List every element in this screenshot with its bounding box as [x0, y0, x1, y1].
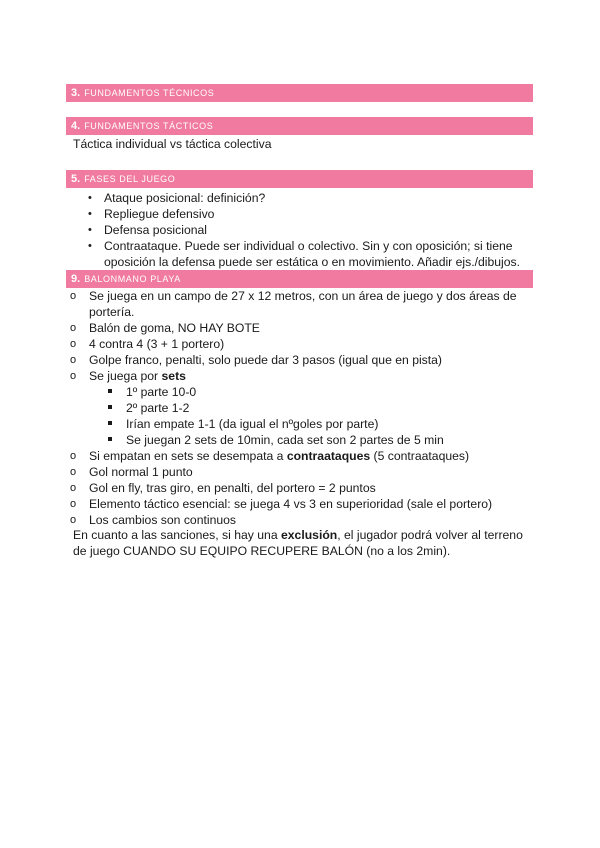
sub-list-item-text: Irían empate 1-1 (da igual el nºgoles por parte)	[126, 417, 379, 431]
section-9-title: BALONMANO PLAYA	[84, 274, 181, 284]
list-item-text: oposición la defensa puede ser estática o en movimiento. Añadir ejs./dibujos.	[104, 255, 520, 269]
bullet-marker: •	[88, 192, 92, 204]
list-item-text: Contraataque. Puede ser individual o colectivo. Sin y con oposición; si tiene	[104, 239, 513, 253]
section-4-title: FUNDAMENTOS TÁCTICOS	[84, 121, 214, 131]
text-run: (5 contraataques)	[370, 449, 470, 463]
section-9-number: 9.	[71, 273, 81, 285]
bullet-marker: •	[88, 224, 92, 236]
sub-list-item-text: 1º parte 10-0	[126, 385, 197, 399]
text-run: En cuanto a las sanciones, si hay una	[73, 528, 281, 542]
list-item-text: 4 contra 4 (3 + 1 portero)	[89, 337, 225, 351]
bullet-marker: •	[88, 240, 92, 252]
bullet-marker: •	[88, 208, 92, 220]
sub-list-item-text: 2º parte 1-2	[126, 401, 190, 415]
text-run: Se juega por	[89, 369, 162, 383]
circle-marker: o	[70, 322, 77, 334]
circle-marker: o	[70, 482, 77, 494]
circle-marker: o	[70, 450, 77, 462]
circle-marker: o	[70, 466, 77, 478]
text-run: , el jugador podrá volver al terreno	[337, 528, 523, 542]
closing-paragraph-line-1	[73, 527, 523, 543]
list-item-text: Golpe franco, penalti, solo puede dar 3 pasos (igual que en pista)	[89, 353, 442, 367]
list-item-text	[89, 448, 469, 464]
sub-list-item-text: Se juegan 2 sets de 10min, cada set son 2 partes de 5 min	[126, 433, 444, 447]
list-item-text	[89, 368, 186, 384]
square-bullet-icon	[108, 421, 112, 425]
section-4-body: Táctica individual vs táctica colectiva	[73, 137, 272, 151]
list-item-text: Repliegue defensivo	[104, 207, 215, 221]
section-5-number: 5.	[71, 173, 81, 185]
bold-text: contraataques	[286, 449, 371, 463]
list-item-text: Los cambios son continuos	[89, 513, 237, 527]
section-5-title: FASES DEL JUEGO	[84, 174, 176, 184]
square-bullet-icon	[108, 437, 112, 441]
list-item-text: Ataque posicional: definición?	[104, 191, 266, 205]
section-4-number: 4.	[71, 120, 81, 132]
list-item-text: Elemento táctico esencial: se juega 4 vs 3 en superioridad (sale el portero)	[89, 497, 493, 511]
section-4-header	[66, 117, 533, 135]
list-item-text: Se juega en un campo de 27 x 12 metros, con un área de juego y dos áreas de	[89, 289, 517, 303]
bold-text: sets	[161, 369, 186, 383]
section-3-header	[66, 84, 533, 102]
square-bullet-icon	[108, 389, 112, 393]
circle-marker: o	[70, 370, 77, 382]
text-run: Si empatan en sets se desempata a	[89, 449, 287, 463]
list-item-text: Defensa posicional	[104, 223, 207, 237]
circle-marker: o	[70, 354, 77, 366]
section-9-header	[66, 270, 533, 288]
list-item-text: portería.	[89, 305, 135, 319]
square-bullet-icon	[108, 405, 112, 409]
section-3-title: FUNDAMENTOS TÉCNICOS	[84, 88, 215, 98]
circle-marker: o	[70, 290, 77, 302]
circle-marker: o	[70, 514, 77, 526]
circle-marker: o	[70, 498, 77, 510]
list-item-text: Gol normal 1 punto	[89, 465, 193, 479]
bold-text: exclusión	[281, 528, 338, 542]
section-3-number: 3.	[71, 87, 81, 99]
list-item-text: Gol en fly, tras giro, en penalti, del portero = 2 puntos	[89, 481, 376, 495]
closing-paragraph-line-2: de juego CUANDO SU EQUIPO RECUPERE BALÓN (no a los 2min).	[73, 544, 451, 558]
section-5-header	[66, 170, 533, 188]
circle-marker: o	[70, 338, 77, 350]
list-item-text: Balón de goma, NO HAY BOTE	[89, 321, 260, 335]
